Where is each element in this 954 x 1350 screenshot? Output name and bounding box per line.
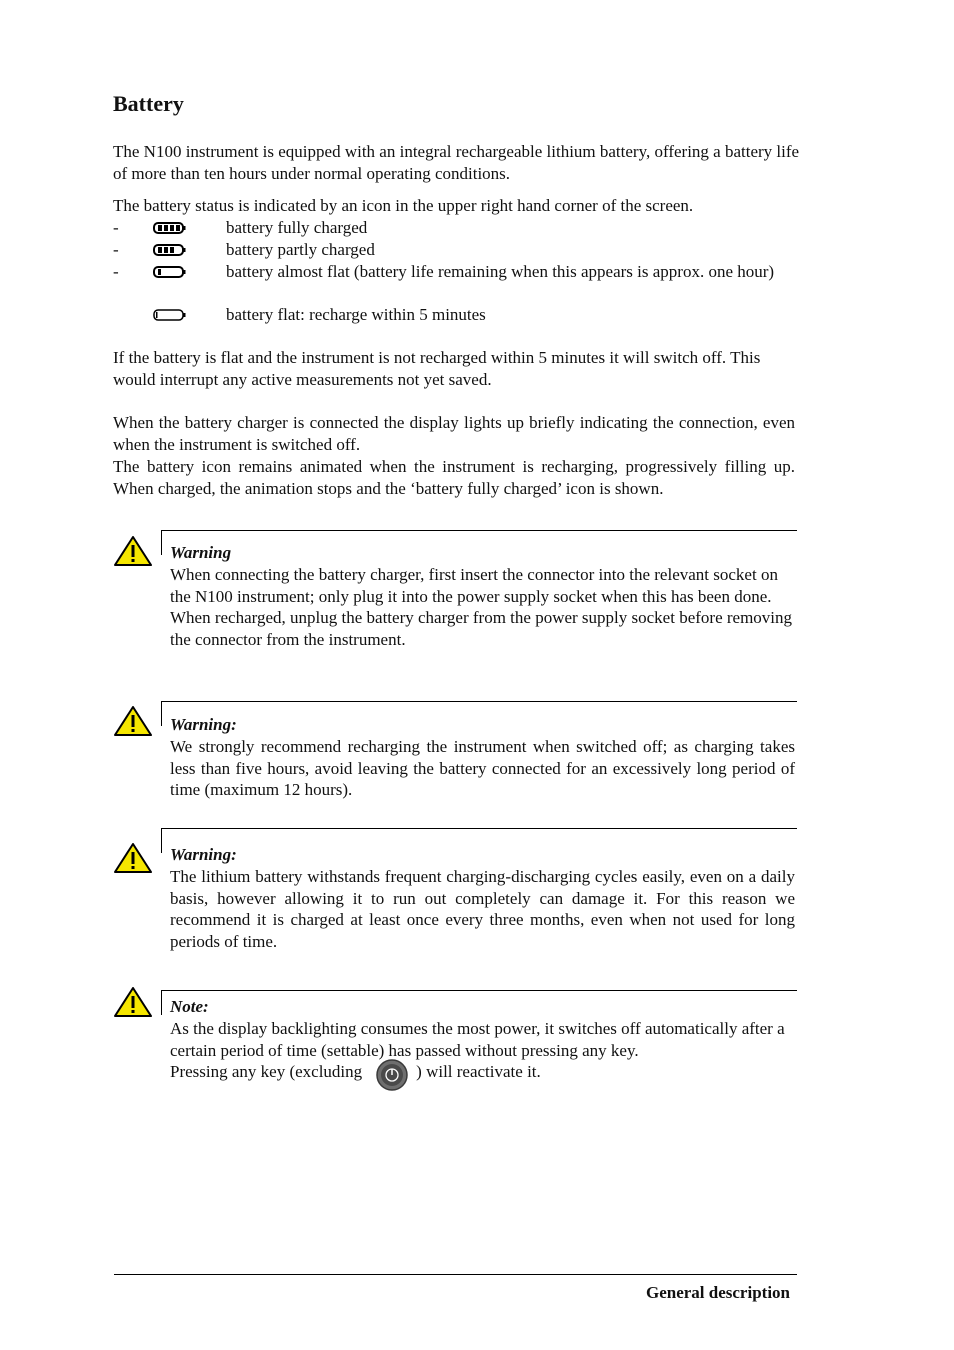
note-title: Note:: [170, 997, 209, 1016]
warning-triangle-icon: [113, 535, 153, 567]
warning-triangle-icon: [113, 842, 153, 874]
note-top-rule: [161, 701, 797, 702]
battery-flat-icon: [153, 308, 186, 322]
battery-almost-flat-icon: [153, 265, 186, 279]
note-left-rule: [161, 828, 162, 853]
note-left-rule: [161, 701, 162, 726]
battery-partly-icon: [153, 243, 186, 257]
warning-triangle-icon: [113, 705, 153, 737]
battery-full-icon: [153, 221, 186, 235]
charger-paragraph-1: When the battery charger is connected the display lights up briefly indicating the connection, even when the instrument is switched off.: [113, 413, 795, 454]
note-paragraph: As the display backlighting consumes the most power, it switches off automatically after a certain period of time (settable) has passed without pressing any key.: [170, 1018, 785, 1060]
note-title: Warning: [170, 543, 232, 562]
page-heading: Battery: [113, 91, 184, 116]
note-backlight: [170, 996, 795, 1083]
warning-note-recharge: [170, 714, 795, 801]
note-paragraph: When connecting the battery charger, first insert the connector into the relevant socket on the N100 instrument; only plug it into the power supply socket when this has been done.: [170, 564, 778, 606]
warning-note-lithium: [170, 844, 795, 953]
key-line: Pressing any key (excluding ) will reactivate it.: [170, 1061, 795, 1083]
list-item: battery flat: recharge within 5 minutes: [113, 304, 803, 326]
flat-battery-paragraph: If the battery is flat and the instrument is not recharged within 5 minutes it will switch off. This would interrupt any active measurements not yet saved.: [113, 348, 761, 389]
status-intro: The battery status is indicated by an icon in the upper right hand corner of the screen.: [113, 196, 694, 215]
list-item: - battery almost flat (battery life remaining when this appears is approx. one hour): [113, 261, 775, 281]
warning-triangle-icon: [113, 986, 153, 1018]
note-title: Warning:: [170, 715, 237, 734]
note-paragraph: When recharged, unplug the battery charger from the power supply socket before removing the connector from the instrument.: [170, 608, 793, 650]
note-top-rule: [161, 828, 797, 829]
battery-status-list: [113, 217, 803, 326]
charger-paragraph-2: The battery icon remains animated when the instrument is recharging, progressively filling up. When charged, the animation stops and the ‘battery fully charged’ icon is shown.: [113, 457, 795, 498]
warning-note-charger: [170, 542, 795, 651]
note-paragraph: We strongly recommend recharging the instrument when switched off; as charging takes less than five hours, avoid leaving the battery connected for an excessively long period of time (maximum 12 hours).: [170, 736, 795, 800]
power-key-icon: [376, 1059, 408, 1091]
footer-section-title: General description: [645, 1283, 790, 1302]
note-paragraph: The lithium battery withstands frequent charging-discharging cycles easily, even on a daily basis, however allowing it to run out completely can damage it. For this reason we recommend it is charged at least once every three months, even when not used for long periods of time.: [170, 866, 795, 952]
list-item: - battery fully charged: [113, 218, 368, 237]
note-top-rule: [161, 530, 797, 531]
list-item: - battery partly charged: [113, 239, 375, 259]
note-left-rule: [161, 990, 162, 1015]
note-left-rule: [161, 530, 162, 555]
note-title: Warning:: [170, 845, 237, 864]
note-top-rule: [161, 990, 797, 991]
footer-rule: [114, 1274, 797, 1275]
intro-paragraph: The N100 instrument is equipped with an integral rechargeable lithium battery, offering a battery life of more than ten hours under normal operating conditions.: [113, 142, 800, 183]
